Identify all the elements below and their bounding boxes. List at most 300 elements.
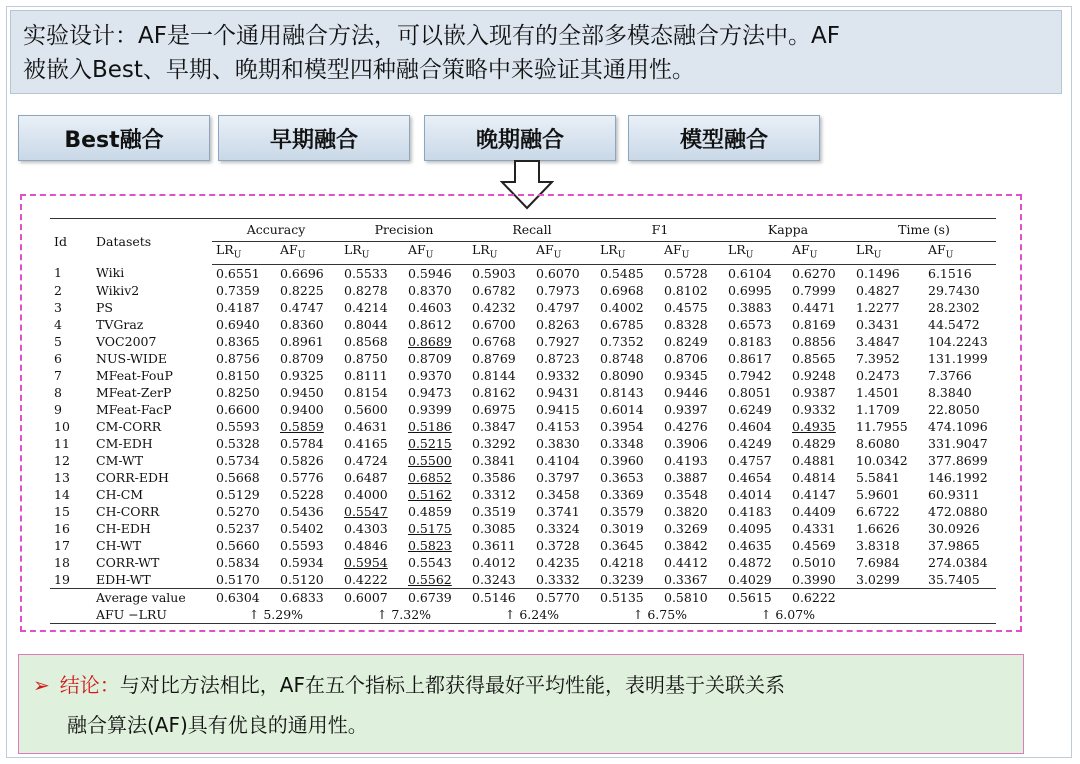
table-row xyxy=(50,367,996,384)
subheader-method: LR xyxy=(728,242,746,258)
subheader-subscript: U xyxy=(681,250,690,261)
row-value: 0.5776 xyxy=(280,469,324,485)
row-value: 35.7405 xyxy=(928,571,980,587)
row-value: 0.8183 xyxy=(728,333,772,349)
average-row xyxy=(50,589,996,607)
row-value: 0.5934 xyxy=(280,554,324,570)
row-value: 0.5903 xyxy=(472,265,516,281)
row-value: 377.8699 xyxy=(928,452,988,468)
tab-model-fusion[interactable]: 模型融合 xyxy=(628,115,820,161)
row-value: 0.2473 xyxy=(856,367,900,383)
row-value: 0.5823 xyxy=(408,537,452,553)
gain-value: ↑ 6.75% xyxy=(596,606,724,624)
conclusion-line-2: 融合算法(AF)具有优良的通用性。 xyxy=(67,713,368,737)
row-id: 14 xyxy=(54,486,70,502)
row-value: 0.4222 xyxy=(344,571,388,587)
row-value: 0.6070 xyxy=(536,265,580,281)
row-value: 0.5946 xyxy=(408,265,452,281)
row-dataset: MFeat-ZerP xyxy=(96,384,172,400)
row-value: 0.8706 xyxy=(664,350,708,366)
row-value: 44.5472 xyxy=(928,316,980,332)
row-value: 0.5170 xyxy=(216,571,260,587)
row-value: 0.6249 xyxy=(728,401,772,417)
tab-best-fusion[interactable]: Best融合 xyxy=(18,115,210,161)
row-dataset: Wikiv2 xyxy=(96,282,140,298)
row-value: 0.8143 xyxy=(600,384,644,400)
row-value: 0.4881 xyxy=(792,452,836,468)
row-value: 0.6768 xyxy=(472,333,516,349)
row-value: 0.5162 xyxy=(408,486,452,502)
row-value: 3.8318 xyxy=(856,537,900,553)
row-id: 10 xyxy=(54,418,70,434)
row-dataset: MFeat-FouP xyxy=(96,367,173,383)
row-value: 0.8051 xyxy=(728,384,772,400)
row-value: 0.4235 xyxy=(536,554,580,570)
table-row xyxy=(50,418,996,435)
row-value: 0.8565 xyxy=(792,350,836,366)
row-value: 0.8263 xyxy=(536,316,580,332)
row-value: 5.9601 xyxy=(856,486,900,502)
row-value: 0.6995 xyxy=(728,282,772,298)
row-value: 0.9332 xyxy=(536,367,580,383)
row-value: 0.3586 xyxy=(472,469,516,485)
subheader-subscript: U xyxy=(425,250,434,261)
row-value: 0.5010 xyxy=(792,554,836,570)
table-row xyxy=(50,350,996,367)
row-id: 13 xyxy=(54,469,70,485)
row-value: 0.4471 xyxy=(792,299,836,315)
row-value: 22.8050 xyxy=(928,401,980,417)
row-id: 11 xyxy=(54,435,70,451)
average-value xyxy=(852,589,924,607)
tab-early-fusion[interactable]: 早期融合 xyxy=(218,115,410,161)
row-value: 0.9248 xyxy=(792,367,836,383)
row-value: 131.1999 xyxy=(928,350,988,366)
row-value: 0.4872 xyxy=(728,554,772,570)
row-value: 0.8360 xyxy=(280,316,324,332)
row-value: 8.6080 xyxy=(856,435,900,451)
row-value: 0.8612 xyxy=(408,316,452,332)
average-label: Average value xyxy=(92,589,212,607)
row-value: 0.8169 xyxy=(792,316,836,332)
header-af-u-2 xyxy=(532,242,596,265)
row-value: 0.3830 xyxy=(536,435,580,451)
row-value: 0.8249 xyxy=(664,333,708,349)
row-value: 0.4797 xyxy=(536,299,580,315)
table-row xyxy=(50,265,996,283)
subheader-method: AF xyxy=(928,242,946,258)
row-dataset: EDH-WT xyxy=(96,571,151,587)
row-value: 0.8365 xyxy=(216,333,260,349)
row-value: 0.4232 xyxy=(472,299,516,315)
row-dataset: VOC2007 xyxy=(96,333,157,349)
header-line-2: 被嵌入Best、早期、晚期和模型四种融合策略中来验证其通用性。 xyxy=(23,57,695,83)
row-value: 0.3741 xyxy=(536,503,580,519)
row-value: 8.3840 xyxy=(928,384,972,400)
row-value: 0.8856 xyxy=(792,333,836,349)
row-value: 0.3431 xyxy=(856,316,900,332)
table-row xyxy=(50,401,996,418)
row-value: 274.0384 xyxy=(928,554,988,570)
table-row xyxy=(50,333,996,350)
header-accuracy: Accuracy xyxy=(212,219,340,242)
results-table-body xyxy=(50,265,996,624)
row-value: 0.3579 xyxy=(600,503,644,519)
row-value: 0.4724 xyxy=(344,452,388,468)
row-value: 0.4859 xyxy=(408,503,452,519)
row-value: 0.9400 xyxy=(280,401,324,417)
row-value: 0.4827 xyxy=(856,282,900,298)
row-value: 0.5784 xyxy=(280,435,324,451)
row-value: 0.3847 xyxy=(472,418,516,434)
row-value: 0.3332 xyxy=(536,571,580,587)
row-value: 0.3458 xyxy=(536,486,580,502)
subheader-subscript: U xyxy=(553,250,562,261)
row-value: 0.5270 xyxy=(216,503,260,519)
row-value: 0.4002 xyxy=(600,299,644,315)
row-value: 0.5543 xyxy=(408,554,452,570)
row-value: 0.5500 xyxy=(408,452,452,468)
row-value: 0.8723 xyxy=(536,350,580,366)
row-value: 0.5533 xyxy=(344,265,388,281)
conclusion-box xyxy=(18,654,1024,754)
row-value: 5.5841 xyxy=(856,469,900,485)
row-value: 0.4104 xyxy=(536,452,580,468)
header-lr-u-0 xyxy=(212,242,276,265)
header-lr-u-5 xyxy=(852,242,924,265)
table-row xyxy=(50,282,996,299)
row-value: 0.4747 xyxy=(280,299,324,315)
header-af-u-5 xyxy=(924,242,996,265)
subheader-method: AF xyxy=(792,242,810,258)
row-value: 0.3324 xyxy=(536,520,580,536)
row-value: 0.8162 xyxy=(472,384,516,400)
header-lr-u-2 xyxy=(468,242,532,265)
average-value: 0.6007 xyxy=(340,589,404,607)
row-value: 0.4095 xyxy=(728,520,772,536)
gain-value: ↑ 6.24% xyxy=(468,606,596,624)
row-value: 0.6968 xyxy=(600,282,644,298)
row-value: 0.4575 xyxy=(664,299,708,315)
row-value: 1.4501 xyxy=(856,384,900,400)
table-row xyxy=(50,503,996,520)
subheader-method: LR xyxy=(600,242,618,258)
row-value: 146.1992 xyxy=(928,469,988,485)
row-value: 0.7927 xyxy=(536,333,580,349)
row-value: 0.4631 xyxy=(344,418,388,434)
row-dataset: Wiki xyxy=(96,265,125,281)
row-value: 472.0880 xyxy=(928,503,988,519)
row-value: 0.5834 xyxy=(216,554,260,570)
row-value: 0.3085 xyxy=(472,520,516,536)
gain-value xyxy=(852,606,996,624)
row-value: 0.9345 xyxy=(664,367,708,383)
row-value: 0.9387 xyxy=(792,384,836,400)
subheader-subscript: U xyxy=(297,250,306,261)
row-dataset: TVGraz xyxy=(96,316,144,332)
table-row xyxy=(50,469,996,486)
arrow-bullet-icon: ➢ xyxy=(33,673,50,697)
row-value: 0.3797 xyxy=(536,469,580,485)
row-value: 0.8090 xyxy=(600,367,644,383)
row-value: 0.4153 xyxy=(536,418,580,434)
average-value: 0.5146 xyxy=(468,589,532,607)
row-value: 0.4029 xyxy=(728,571,772,587)
row-value: 0.3367 xyxy=(664,571,708,587)
row-value: 0.6700 xyxy=(472,316,516,332)
conclusion-line-1: 与对比方法相比，AF在五个指标上都获得最好平均性能，表明基于关联关系 xyxy=(119,673,785,697)
row-dataset: CORR-EDH xyxy=(96,469,169,485)
average-value: 0.5770 xyxy=(532,589,596,607)
row-value: 0.8709 xyxy=(280,350,324,366)
row-value: 0.8709 xyxy=(408,350,452,366)
row-value: 7.3766 xyxy=(928,367,972,383)
row-id: 5 xyxy=(54,333,62,349)
row-value: 0.8144 xyxy=(472,367,516,383)
subheader-subscript: U xyxy=(945,250,954,261)
row-dataset: NUS-WIDE xyxy=(96,350,167,366)
header-af-u-3 xyxy=(660,242,724,265)
row-value: 0.9370 xyxy=(408,367,452,383)
row-value: 0.7942 xyxy=(728,367,772,383)
table-row xyxy=(50,316,996,333)
header-af-u-1 xyxy=(404,242,468,265)
row-value: 0.9332 xyxy=(792,401,836,417)
header-lr-u-1 xyxy=(340,242,404,265)
row-value: 0.7999 xyxy=(792,282,836,298)
row-value: 0.4218 xyxy=(600,554,644,570)
subheader-method: AF xyxy=(408,242,426,258)
header-af-u-0 xyxy=(276,242,340,265)
gain-value: ↑ 5.29% xyxy=(212,606,340,624)
average-value: 0.5810 xyxy=(660,589,724,607)
subheader-subscript: U xyxy=(361,250,370,261)
results-table xyxy=(50,218,996,624)
row-value: 0.5728 xyxy=(664,265,708,281)
row-value: 0.3292 xyxy=(472,435,516,451)
row-value: 0.3990 xyxy=(792,571,836,587)
header-id: Id xyxy=(50,219,92,265)
row-value: 0.4409 xyxy=(792,503,836,519)
row-value: 0.3548 xyxy=(664,486,708,502)
row-value: 0.8102 xyxy=(664,282,708,298)
table-row xyxy=(50,571,996,589)
table-row xyxy=(50,384,996,401)
row-id: 9 xyxy=(54,401,62,417)
table-row xyxy=(50,554,996,571)
row-value: 0.8961 xyxy=(280,333,324,349)
row-dataset: CH-CORR xyxy=(96,503,160,519)
row-value: 0.9431 xyxy=(536,384,580,400)
row-value: 0.5593 xyxy=(280,537,324,553)
row-value: 0.8750 xyxy=(344,350,388,366)
row-id: 15 xyxy=(54,503,70,519)
row-id: 18 xyxy=(54,554,70,570)
row-value: 0.5954 xyxy=(344,554,388,570)
row-id: 16 xyxy=(54,520,70,536)
table-row xyxy=(50,299,996,316)
row-value: 6.1516 xyxy=(928,265,972,281)
row-value: 0.3645 xyxy=(600,537,644,553)
header-recall: Recall xyxy=(468,219,596,242)
row-value: 0.4193 xyxy=(664,452,708,468)
row-value: 0.5228 xyxy=(280,486,324,502)
header-f1: F1 xyxy=(596,219,724,242)
row-value: 0.7359 xyxy=(216,282,260,298)
row-value: 0.8689 xyxy=(408,333,452,349)
row-value: 0.8769 xyxy=(472,350,516,366)
table-row xyxy=(50,486,996,503)
row-value: 0.5328 xyxy=(216,435,260,451)
row-value: 0.5237 xyxy=(216,520,260,536)
row-value: 0.7973 xyxy=(536,282,580,298)
row-value: 0.3728 xyxy=(536,537,580,553)
row-value: 0.9450 xyxy=(280,384,324,400)
row-value: 0.6573 xyxy=(728,316,772,332)
row-dataset: CH-CM xyxy=(96,486,144,502)
row-value: 0.4331 xyxy=(792,520,836,536)
row-value: 0.8150 xyxy=(216,367,260,383)
row-value: 0.5593 xyxy=(216,418,260,434)
row-id: 7 xyxy=(54,367,62,383)
row-value: 0.8328 xyxy=(664,316,708,332)
row-id: 3 xyxy=(54,299,62,315)
average-value: 0.5135 xyxy=(596,589,660,607)
row-value: 37.9865 xyxy=(928,537,980,553)
row-value: 3.0299 xyxy=(856,571,900,587)
row-value: 0.9399 xyxy=(408,401,452,417)
table-row xyxy=(50,520,996,537)
row-value: 7.6984 xyxy=(856,554,900,570)
row-value: 0.4276 xyxy=(664,418,708,434)
table-row xyxy=(50,452,996,469)
row-value: 0.4829 xyxy=(792,435,836,451)
row-value: 0.6940 xyxy=(216,316,260,332)
row-value: 10.0342 xyxy=(856,452,908,468)
row-value: 0.7352 xyxy=(600,333,644,349)
row-value: 0.3954 xyxy=(600,418,644,434)
row-value: 0.8756 xyxy=(216,350,260,366)
row-value: 0.4147 xyxy=(792,486,836,502)
row-value: 0.9397 xyxy=(664,401,708,417)
row-value: 0.4249 xyxy=(728,435,772,451)
row-value: 0.4000 xyxy=(344,486,388,502)
subheader-method: AF xyxy=(280,242,298,258)
row-id: 8 xyxy=(54,384,62,400)
row-value: 0.3653 xyxy=(600,469,644,485)
row-value: 0.1496 xyxy=(856,265,900,281)
row-id: 1 xyxy=(54,265,62,281)
row-value: 0.5734 xyxy=(216,452,260,468)
gain-value: ↑ 7.32% xyxy=(340,606,468,624)
row-dataset: CM-EDH xyxy=(96,435,153,451)
row-value: 0.8111 xyxy=(344,367,388,383)
row-value: 0.5129 xyxy=(216,486,260,502)
row-value: 0.6696 xyxy=(280,265,324,281)
header-lr-u-3 xyxy=(596,242,660,265)
row-value: 0.3369 xyxy=(600,486,644,502)
row-value: 104.2243 xyxy=(928,333,988,349)
row-value: 0.5120 xyxy=(280,571,324,587)
row-value: 0.8568 xyxy=(344,333,388,349)
row-value: 0.6785 xyxy=(600,316,644,332)
row-value: 0.4187 xyxy=(216,299,260,315)
row-value: 0.4569 xyxy=(792,537,836,553)
subheader-subscript: U xyxy=(873,250,882,261)
row-value: 0.3519 xyxy=(472,503,516,519)
row-value: 0.5668 xyxy=(216,469,260,485)
header-datasets: Datasets xyxy=(92,219,212,265)
row-value: 11.7955 xyxy=(856,418,908,434)
row-value: 6.6722 xyxy=(856,503,900,519)
row-value: 0.5547 xyxy=(344,503,388,519)
row-value: 0.3269 xyxy=(664,520,708,536)
row-value: 0.3312 xyxy=(472,486,516,502)
row-value: 0.5859 xyxy=(280,418,324,434)
subheader-subscript: U xyxy=(233,250,242,261)
row-value: 0.3887 xyxy=(664,469,708,485)
row-value: 0.6782 xyxy=(472,282,516,298)
row-value: 0.8225 xyxy=(280,282,324,298)
row-value: 30.0926 xyxy=(928,520,980,536)
subheader-method: AF xyxy=(536,242,554,258)
row-value: 0.3611 xyxy=(472,537,516,553)
average-value xyxy=(924,589,996,607)
row-value: 0.4603 xyxy=(408,299,452,315)
row-dataset: CORR-WT xyxy=(96,554,160,570)
fusion-strategy-tabs xyxy=(0,115,1080,163)
row-dataset: CM-CORR xyxy=(96,418,162,434)
row-value: 0.3842 xyxy=(664,537,708,553)
row-value: 0.4303 xyxy=(344,520,388,536)
subheader-method: AF xyxy=(664,242,682,258)
header-af-u-4 xyxy=(788,242,852,265)
row-value: 0.3841 xyxy=(472,452,516,468)
row-value: 0.6104 xyxy=(728,265,772,281)
row-value: 0.5175 xyxy=(408,520,452,536)
row-id: 6 xyxy=(54,350,62,366)
row-value: 0.3960 xyxy=(600,452,644,468)
row-value: 7.3952 xyxy=(856,350,900,366)
row-value: 0.6270 xyxy=(792,265,836,281)
subheader-subscript: U xyxy=(489,250,498,261)
row-dataset: MFeat-FacP xyxy=(96,401,172,417)
row-id: 2 xyxy=(54,282,62,298)
row-value: 0.5600 xyxy=(344,401,388,417)
conclusion-label: 结论： xyxy=(59,673,120,697)
subheader-method: LR xyxy=(856,242,874,258)
average-value: 0.6833 xyxy=(276,589,340,607)
row-value: 0.5402 xyxy=(280,520,324,536)
row-dataset: CM-WT xyxy=(96,452,144,468)
row-id: 4 xyxy=(54,316,62,332)
row-value: 0.3239 xyxy=(600,571,644,587)
table-row xyxy=(50,537,996,554)
row-value: 0.3883 xyxy=(728,299,772,315)
row-value: 3.4847 xyxy=(856,333,900,349)
row-value: 0.5186 xyxy=(408,418,452,434)
row-value: 0.8370 xyxy=(408,282,452,298)
header-time: Time (s) xyxy=(852,219,996,242)
gain-row xyxy=(50,606,996,624)
header-line-1: 实验设计：AF是一个通用融合方法，可以嵌入现有的全部多模态融合方法中。AF xyxy=(23,23,840,49)
row-id: 12 xyxy=(54,452,70,468)
tab-late-fusion[interactable]: 晚期融合 xyxy=(424,115,616,161)
gain-label: AFU −LRU xyxy=(92,606,212,624)
row-value: 0.8748 xyxy=(600,350,644,366)
row-value: 60.9311 xyxy=(928,486,980,502)
row-value: 0.4183 xyxy=(728,503,772,519)
